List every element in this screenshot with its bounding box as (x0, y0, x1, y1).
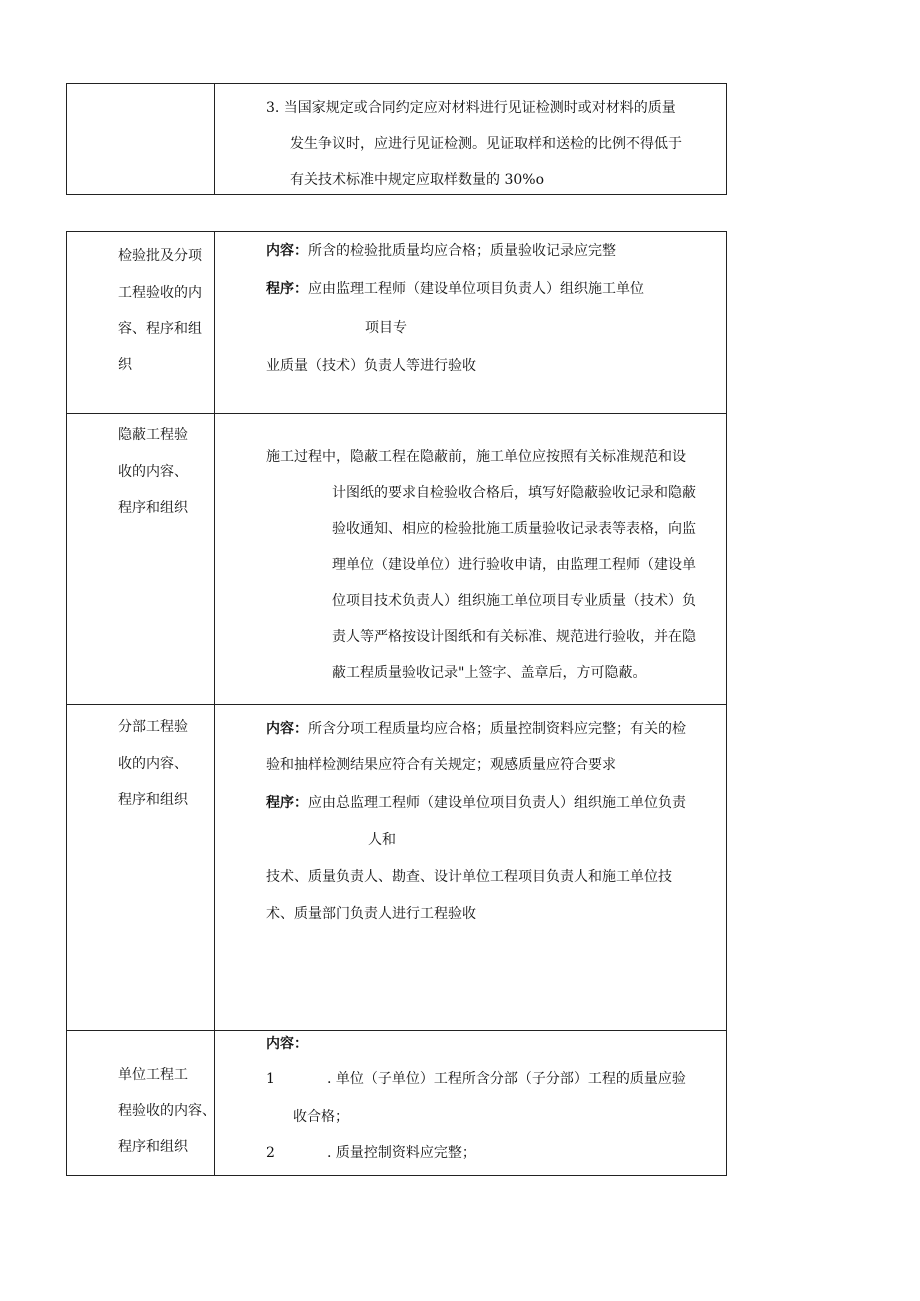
row2-line: 责人等严格按设计图纸和有关标准、规范进行验收，并在隐 (332, 629, 696, 645)
row3-procedure-cont1: 人和 (368, 832, 396, 848)
procedure-label: 程序： (266, 795, 308, 811)
row2-line: 施工过程中，隐蔽工程在隐蔽前，施工单位应按照有关标准规范和设 (266, 449, 686, 465)
item-number: 2 (266, 1145, 275, 1161)
row2-label-line: 程序和组织 (118, 500, 188, 516)
table-row-inspection-batch (67, 232, 726, 413)
content-label: 内容： (266, 243, 308, 259)
item-text: . 质量控制资料应完整； (327, 1145, 476, 1161)
top-line-3: 有关技术标准中规定应取样数量的 30%o (290, 172, 544, 188)
top-line-1: 3. 当国家规定或合同约定应对材料进行见证检测时或对材料的质量 (266, 100, 676, 116)
row3-procedure-line (266, 793, 686, 813)
item-number: 1 (266, 1071, 275, 1087)
row2-line: 计图纸的要求自检验收合格后，填写好隐蔽验收记录和隐蔽 (332, 485, 696, 501)
row1-label-line: 容、程序和组 (118, 321, 202, 337)
row1-label-line: 检验批及分项 (118, 248, 202, 264)
top-table (66, 83, 727, 195)
row3-label-line: 程序和组织 (118, 792, 188, 808)
top-line-2: 发生争议时，应进行见证检测。见证取样和送检的比例不得低于 (290, 136, 682, 152)
row3-label-cell (67, 705, 215, 1030)
content-label: 内容： (266, 721, 308, 737)
row2-line: 理单位（建设单位）进行验收申请，由监理工程师（建设单 (332, 557, 696, 573)
row1-content-line (266, 241, 616, 261)
row1-procedure-line (266, 279, 644, 299)
row4-label-line: 单位工程工 (118, 1067, 188, 1083)
row2-line: 位项目技术负责人）组织施工单位项目专业质量（技术）负 (332, 593, 696, 609)
row4-label-cell (67, 1031, 215, 1175)
row3-content-line (266, 719, 686, 739)
table-row-concealed-work (67, 413, 726, 704)
procedure-text: 应由总监理工程师（建设单位项目负责人）组织施工单位负责 (308, 795, 686, 811)
top-table-content-cell (215, 84, 726, 194)
row3-label-line: 收的内容、 (118, 756, 188, 772)
row1-content-cell (215, 232, 726, 413)
row4-label-line: 程验收的内容、 (118, 1103, 216, 1119)
content-text: 所含的检验批质量均应合格；质量验收记录应完整 (308, 243, 616, 259)
row2-line: 蔽工程质量验收记录"上签字、盖章后，方可隐蔽。 (332, 665, 647, 681)
row1-label-line: 工程验收的内 (118, 285, 202, 301)
row3-content-cont: 验和抽样检测结果应符合有关规定；观感质量应符合要求 (266, 757, 616, 773)
row3-procedure-cont3: 术、质量部门负责人进行工程验收 (266, 906, 476, 922)
row2-content-cell (215, 414, 726, 704)
row3-content-cell (215, 705, 726, 1030)
row4-label-line: 程序和组织 (118, 1139, 188, 1155)
procedure-label: 程序： (266, 281, 308, 297)
row2-label-cell (67, 414, 215, 704)
table-row-unit-project (67, 1030, 726, 1175)
item-text: . 单位（子单位）工程所含分部（子分部）工程的质量应验 (327, 1071, 686, 1087)
procedure-text: 应由监理工程师（建设单位项目负责人）组织施工单位 (308, 281, 644, 297)
content-label: 内容： (266, 1036, 308, 1052)
row1-procedure-cont2: 业质量（技术）负责人等进行验收 (266, 358, 476, 374)
row1-procedure-cont1: 项目专 (365, 320, 407, 336)
top-table-label-cell (67, 84, 215, 194)
row3-procedure-cont2: 技术、质量负责人、勘查、设计单位工程项目负责人和施工单位技 (266, 869, 672, 885)
row2-line: 验收通知、相应的检验批施工质量验收记录表等表格，向监 (332, 521, 696, 537)
main-table (66, 231, 727, 1176)
row2-label-line: 隐蔽工程验 (118, 427, 188, 443)
row1-label-cell (67, 232, 215, 413)
item-text-cont: 收合格； (293, 1109, 349, 1125)
row1-label-line: 织 (118, 357, 132, 373)
content-text: 所含分项工程质量均应合格；质量控制资料应完整；有关的检 (308, 721, 686, 737)
table-row-sub-project (67, 704, 726, 1030)
top-table-row (67, 84, 726, 194)
row3-label-line: 分部工程验 (118, 719, 188, 735)
row4-content-cell (215, 1031, 726, 1175)
row2-label-line: 收的内容、 (118, 464, 188, 480)
